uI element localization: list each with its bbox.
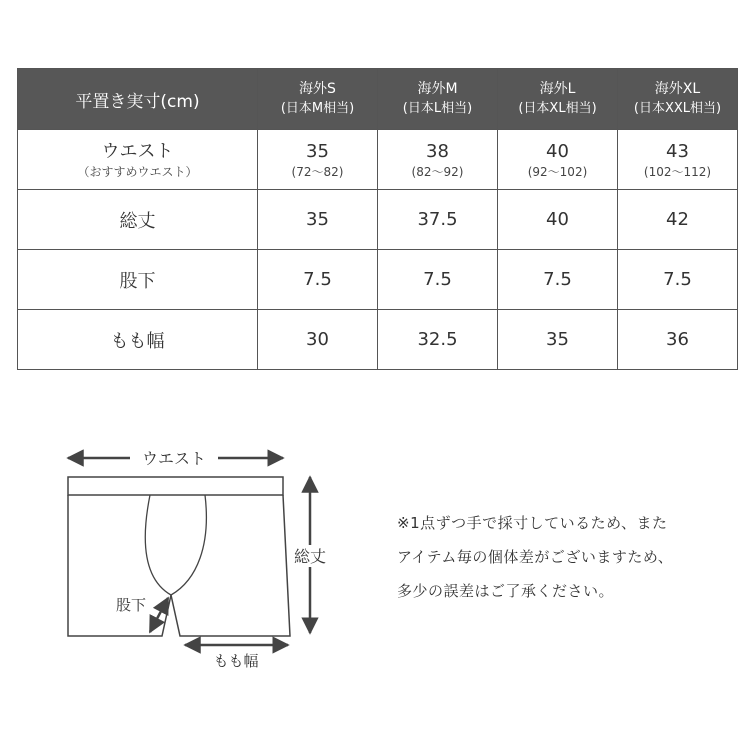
column-size-equivalent: (日本M相当) [280,101,355,116]
measurement-note-line: ※1点ずつ手で採寸しているため、また [397,514,668,532]
length-label: 総丈 [293,547,327,566]
table-row-total-length [18,190,738,250]
table-cell: 7.5 [258,250,378,310]
row-label-waist [18,130,258,190]
table-cell: 7.5 [378,250,498,310]
shorts-outline [68,495,290,636]
row-label: ウエスト [101,140,174,162]
table-header-row [18,69,738,130]
inseam-arrow [150,598,168,632]
size-table [17,68,738,370]
column-size-equivalent: (日本XXL相当) [633,101,722,116]
column-size-label: 海外S [299,81,336,97]
table-row-waist [18,130,738,190]
front-pouch [145,495,206,595]
table-cell [378,130,498,190]
table-cell: 7.5 [498,250,618,310]
column-size-label: 海外L [539,81,576,97]
row-sublabel: （おすすめウエスト） [77,164,198,179]
waist-label: ウエスト [141,449,207,468]
cell-value: 43 [666,140,689,162]
table-cell [498,130,618,190]
table-row-thigh-width [18,310,738,370]
table-cell: 32.5 [378,310,498,370]
inseam-label: 股下 [115,596,147,614]
cell-value: 38 [426,140,449,162]
column-size-label: 海外M [417,81,458,97]
row-label: 総丈 [18,190,258,250]
cell-range: (102〜112) [643,164,712,179]
measurement-note-line: アイテム毎の個体差がございますため、 [397,548,674,566]
thigh-label: もも幅 [213,652,259,670]
table-cell: 35 [498,310,618,370]
cell-range: (92〜102) [527,164,588,179]
table-cell: 35 [258,190,378,250]
column-size-equivalent: (日本XL相当) [518,101,597,116]
column-header-l [498,69,618,130]
cell-range: (82〜92) [411,164,464,179]
table-cell: 36 [618,310,738,370]
column-header-xl [618,69,738,130]
table-corner-label: 平置き実寸(cm) [18,69,258,130]
table-cell: 40 [498,190,618,250]
table-cell [258,130,378,190]
table-cell: 37.5 [378,190,498,250]
cell-value: 35 [306,140,329,162]
table-cell [618,130,738,190]
measurement-note-line: 多少の誤差はご了承ください。 [397,582,615,600]
column-header-s [258,69,378,130]
row-label: もも幅 [18,310,258,370]
cell-value: 40 [546,140,569,162]
row-label: 股下 [18,250,258,310]
column-size-equivalent: (日本L相当) [402,101,473,116]
column-header-m [378,69,498,130]
table-cell: 42 [618,190,738,250]
waistband [68,477,283,495]
column-size-label: 海外XL [654,81,701,97]
boxer-measurement-diagram [55,440,345,675]
cell-range: (72〜82) [291,164,344,179]
table-cell: 7.5 [618,250,738,310]
table-cell: 30 [258,310,378,370]
table-row-inseam [18,250,738,310]
